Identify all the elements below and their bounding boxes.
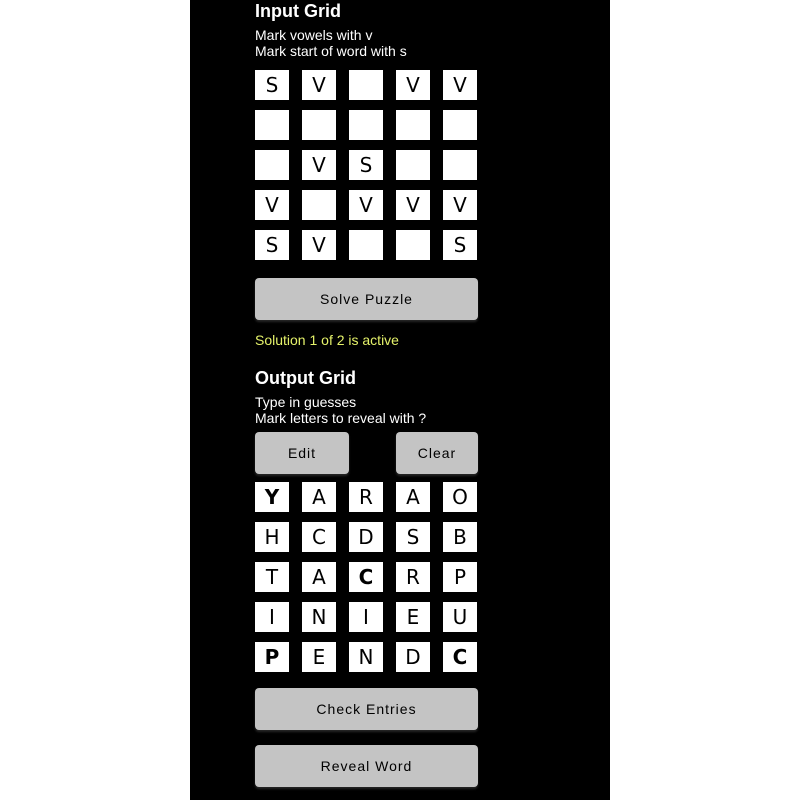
- input-cell[interactable]: V: [396, 70, 430, 100]
- input-cell[interactable]: V: [302, 70, 336, 100]
- input-cell[interactable]: S: [255, 230, 289, 260]
- output-row: [255, 642, 479, 672]
- output-row: [255, 522, 479, 552]
- input-row: [255, 110, 479, 140]
- output-cell[interactable]: B: [443, 522, 477, 552]
- input-cell[interactable]: [255, 150, 289, 180]
- input-cell[interactable]: S: [349, 150, 383, 180]
- output-instruction-reveal: Mark letters to reveal with ?: [255, 410, 427, 426]
- output-cell[interactable]: P: [443, 562, 477, 592]
- output-cell[interactable]: U: [443, 602, 477, 632]
- output-cell[interactable]: T: [255, 562, 289, 592]
- output-cell[interactable]: Y: [255, 482, 289, 512]
- input-cell[interactable]: V: [396, 190, 430, 220]
- output-cell[interactable]: C: [302, 522, 336, 552]
- output-cell[interactable]: D: [396, 642, 430, 672]
- clear-button[interactable]: Clear: [396, 432, 478, 474]
- solution-status: Solution 1 of 2 is active: [255, 332, 399, 348]
- input-row: [255, 190, 479, 220]
- output-cell[interactable]: N: [302, 602, 336, 632]
- output-cell[interactable]: S: [396, 522, 430, 552]
- input-cell[interactable]: V: [443, 70, 477, 100]
- input-row: [255, 150, 479, 180]
- output-row: [255, 562, 479, 592]
- check-entries-button[interactable]: Check Entries: [255, 688, 478, 730]
- reveal-word-button[interactable]: Reveal Word: [255, 745, 478, 787]
- output-cell[interactable]: P: [255, 642, 289, 672]
- output-cell[interactable]: O: [443, 482, 477, 512]
- app-screen: [190, 0, 610, 800]
- output-cell[interactable]: D: [349, 522, 383, 552]
- input-instruction-vowels: Mark vowels with v: [255, 27, 373, 43]
- input-cell[interactable]: [396, 230, 430, 260]
- edit-button[interactable]: Edit: [255, 432, 349, 474]
- input-cell[interactable]: [349, 70, 383, 100]
- output-cell[interactable]: N: [349, 642, 383, 672]
- output-cell[interactable]: A: [302, 482, 336, 512]
- output-grid-title: Output Grid: [255, 368, 356, 388]
- output-cell[interactable]: C: [349, 562, 383, 592]
- output-cell[interactable]: E: [396, 602, 430, 632]
- input-row: [255, 230, 479, 260]
- input-row: [255, 70, 479, 100]
- input-cell[interactable]: S: [443, 230, 477, 260]
- output-cell[interactable]: I: [349, 602, 383, 632]
- input-cell[interactable]: [349, 110, 383, 140]
- output-row: [255, 602, 479, 632]
- output-cell[interactable]: A: [396, 482, 430, 512]
- output-cell[interactable]: I: [255, 602, 289, 632]
- input-cell[interactable]: [349, 230, 383, 260]
- input-cell[interactable]: S: [255, 70, 289, 100]
- solve-puzzle-button[interactable]: Solve Puzzle: [255, 278, 478, 320]
- input-cell[interactable]: [396, 110, 430, 140]
- output-cell[interactable]: R: [396, 562, 430, 592]
- input-cell[interactable]: V: [302, 150, 336, 180]
- input-cell[interactable]: V: [443, 190, 477, 220]
- output-row: [255, 482, 479, 512]
- input-cell[interactable]: [443, 150, 477, 180]
- input-cell[interactable]: [443, 110, 477, 140]
- input-cell[interactable]: [396, 150, 430, 180]
- input-cell[interactable]: [302, 190, 336, 220]
- output-cell[interactable]: R: [349, 482, 383, 512]
- input-cell[interactable]: V: [302, 230, 336, 260]
- input-cell[interactable]: V: [255, 190, 289, 220]
- input-cell[interactable]: [302, 110, 336, 140]
- input-grid-title: Input Grid: [255, 1, 341, 21]
- output-cell[interactable]: E: [302, 642, 336, 672]
- output-instruction-guesses: Type in guesses: [255, 394, 357, 410]
- output-cell[interactable]: H: [255, 522, 289, 552]
- input-cell[interactable]: V: [349, 190, 383, 220]
- output-cell[interactable]: A: [302, 562, 336, 592]
- output-cell[interactable]: C: [443, 642, 477, 672]
- input-instruction-start: Mark start of word with s: [255, 43, 407, 59]
- input-cell[interactable]: [255, 110, 289, 140]
